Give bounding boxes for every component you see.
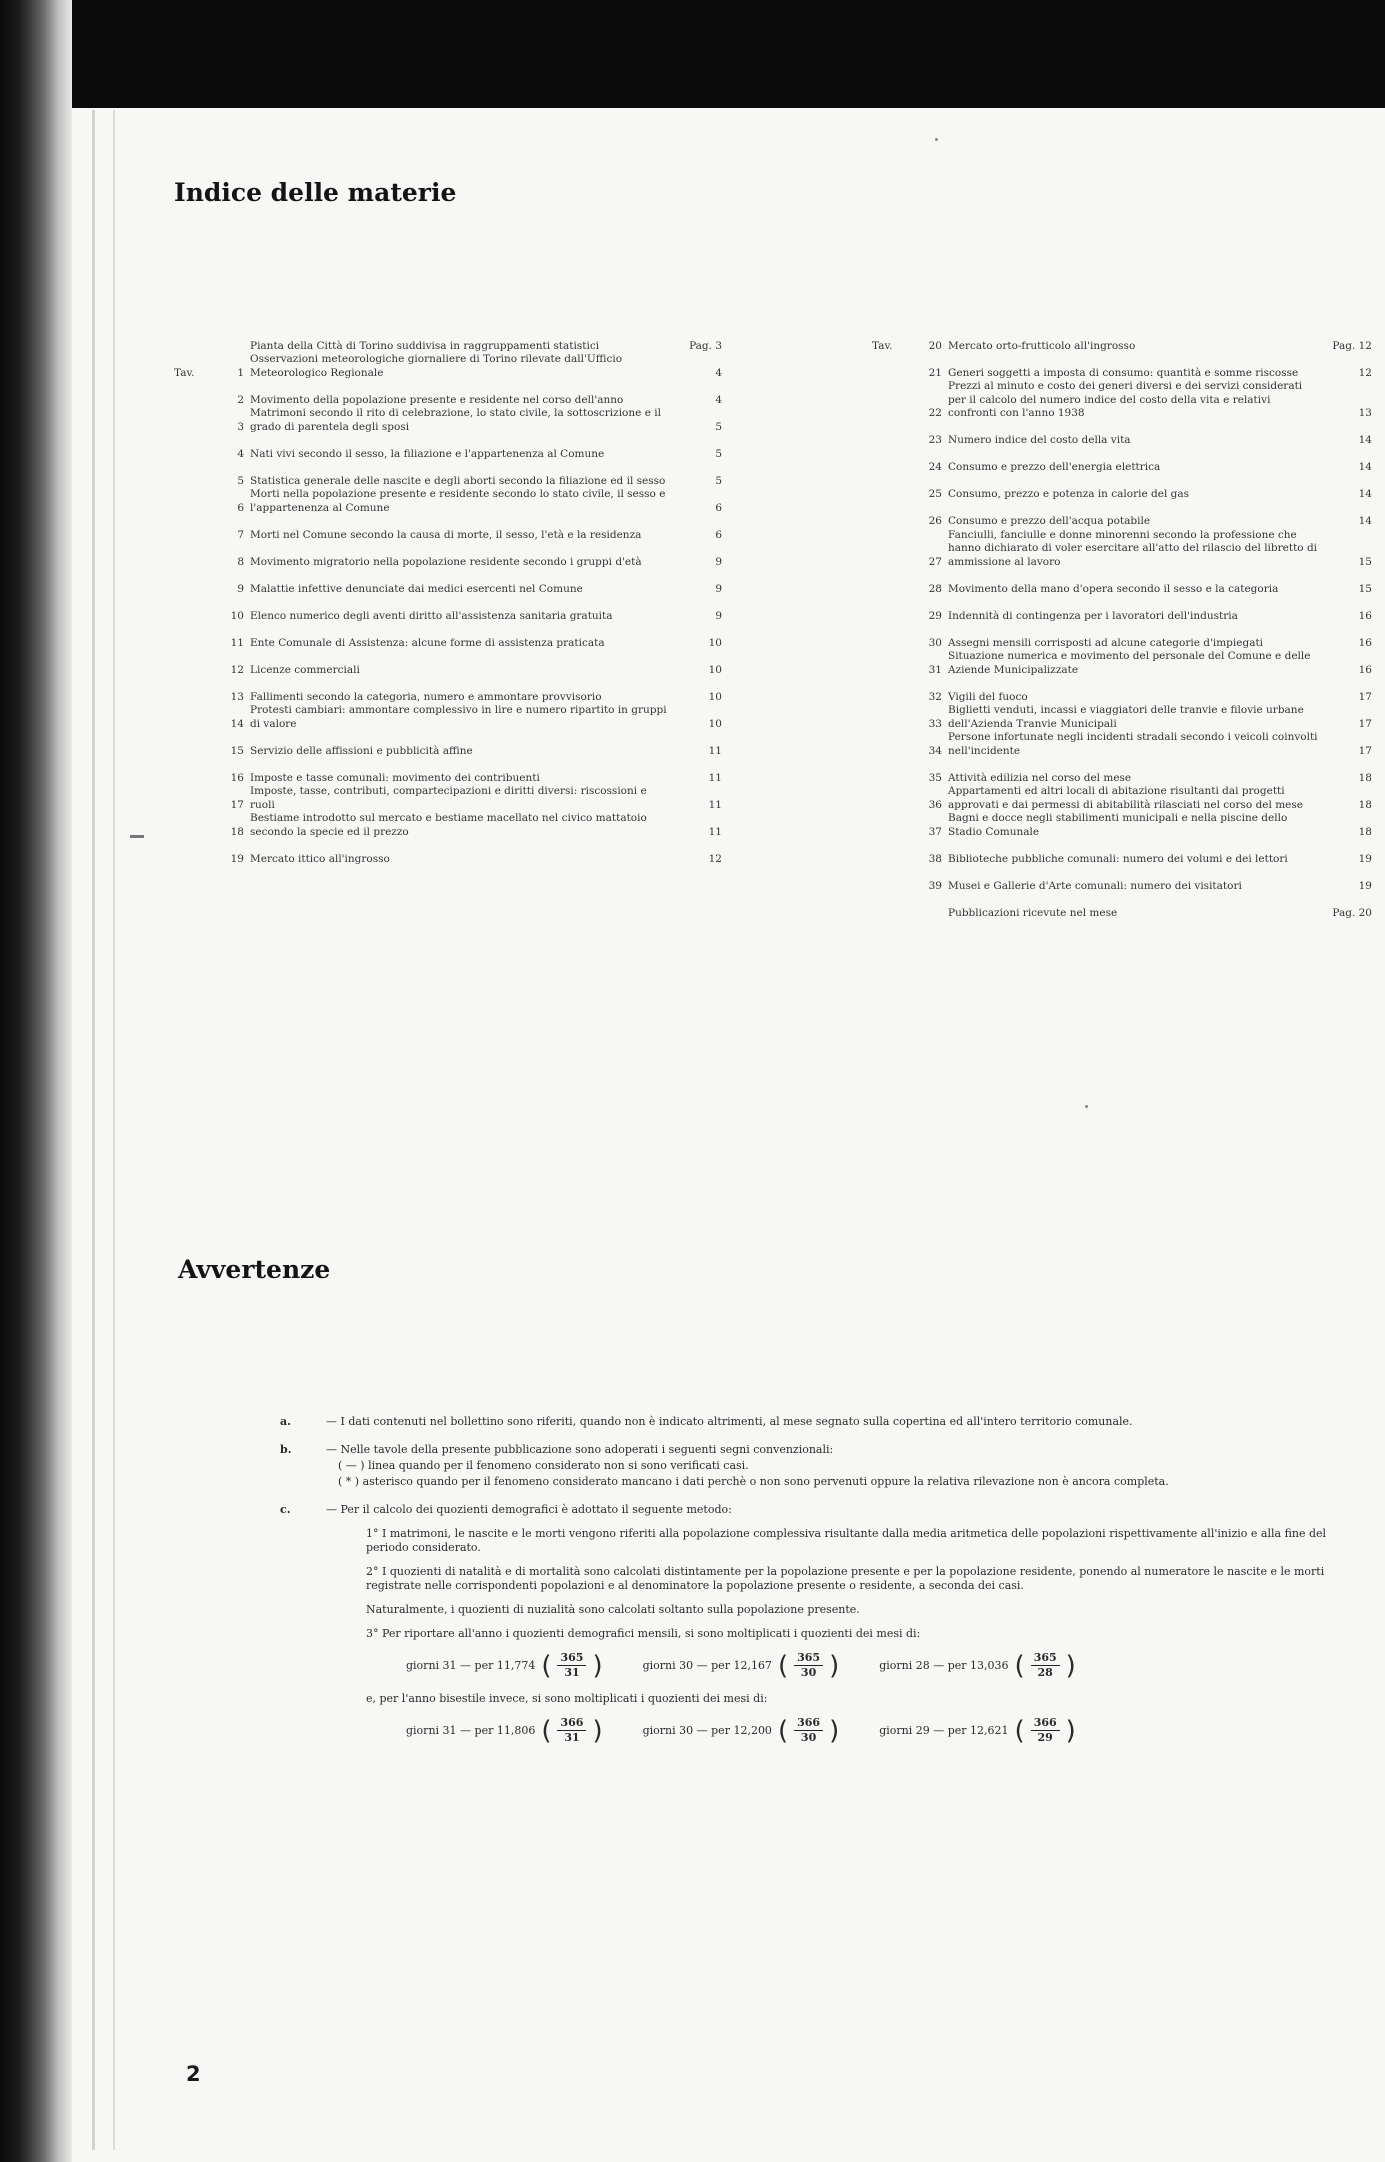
- toc-text: Licenze commerciali: [250, 663, 360, 676]
- toc-entry: [174, 326, 722, 353]
- toc-tav: Tav.: [872, 339, 893, 352]
- formula-row: [406, 1716, 1330, 1745]
- toc-number: 31: [928, 663, 942, 676]
- toc-text: Ente Comunale di Assistenza: alcune forme di assistenza praticata: [250, 636, 605, 649]
- toc-text: Bagni e docce negli stabilimenti municipali e nella piscine dello Stadio Comunale: [948, 812, 1288, 838]
- toc-page: Pag. 20: [1332, 906, 1372, 919]
- toc-entry: [872, 785, 1372, 812]
- toc-entry: [174, 569, 722, 596]
- toc-text: Matrimoni secondo il rito di celebrazione, lo stato civile, la sottoscrizione e il grado di parentela degli sposi: [250, 407, 661, 433]
- toc-entry: [174, 407, 722, 434]
- toc-text: Assegni mensili corrisposti ad alcune categorie d'impiegati: [948, 636, 1264, 649]
- toc-number: 5: [237, 474, 244, 487]
- toc-text: Situazione numerica e movimento del personale del Comune e delle Aziende Municipalizzate: [948, 650, 1311, 676]
- toc-number: 25: [928, 488, 942, 500]
- formula: [406, 1716, 603, 1745]
- toc-page: 5: [715, 447, 722, 460]
- formula-label: giorni 29 — per 12,621: [879, 1723, 1009, 1737]
- toc-number: 26: [928, 515, 942, 527]
- toc-number: 2: [237, 393, 244, 406]
- page-spine-line: [92, 110, 95, 2150]
- toc-number: 9: [237, 582, 244, 595]
- formula-row: [406, 1651, 1330, 1680]
- toc-page: 19: [1358, 879, 1372, 892]
- speck: [1085, 1105, 1088, 1108]
- toc-page: 18: [1358, 771, 1372, 784]
- note-a: [280, 1415, 1330, 1429]
- toc-entry: [872, 380, 1372, 421]
- toc-text: Musei e Gallerie d'Arte comunali: numero dei visitatori: [948, 879, 1242, 892]
- formula: [406, 1651, 603, 1680]
- toc-page: 4: [715, 366, 722, 379]
- toc-page: 6: [715, 528, 722, 541]
- toc-number: 36: [928, 798, 942, 811]
- toc-entry: [872, 650, 1372, 677]
- toc-text: Consumo e prezzo dell'energia elettrica: [948, 461, 1161, 473]
- toc-entry: [872, 475, 1372, 502]
- formula: [643, 1651, 840, 1680]
- toc-entry: [872, 596, 1372, 623]
- toc-page: 16: [1358, 636, 1372, 649]
- paren-close: ): [1065, 1715, 1076, 1746]
- toc-entry: [872, 353, 1372, 380]
- formula-label: giorni 31 — per 11,806: [406, 1723, 536, 1737]
- toc-number: 17: [230, 798, 244, 811]
- toc-text: Vigili del fuoco: [948, 690, 1028, 703]
- fraction: [794, 1651, 823, 1680]
- toc-text: Movimento della mano d'opera secondo il sesso e la categoria: [948, 582, 1279, 595]
- toc-entry: [872, 569, 1372, 596]
- toc-number: 3: [237, 420, 244, 433]
- scan-left-edge: [0, 0, 72, 2162]
- notes-section: [280, 1415, 1330, 1771]
- toc-page: 10: [708, 663, 722, 676]
- toc-text: Mercato orto-frutticolo all'ingrosso: [948, 339, 1136, 352]
- toc-text: Consumo, prezzo e potenza in calorie del gas: [948, 488, 1190, 500]
- toc-text: Morti nella popolazione presente e residente secondo lo stato civile, il sesso e l'appartenenza al Comune: [250, 488, 666, 514]
- toc-text: Biglietti venduti, incassi e viaggiatori delle tranvie e filovie urbane dell'Azienda Tranvie Municipali: [948, 704, 1304, 730]
- toc-text: Fallimenti secondo la categoria, numero e ammontare provvisorio: [250, 690, 602, 703]
- toc-entry: [174, 704, 722, 731]
- paren-close: ): [829, 1715, 840, 1746]
- toc-entry: [872, 812, 1372, 839]
- toc-page: 6: [715, 501, 722, 514]
- method-step: 2° I quozienti di natalità e di mortalità sono calcolati distintamente per la popolazione presente e per la popolazione residente, ponendo al numeratore le nascite e le morti registrate nelle corrispondenti popolazioni e al denominatore la popolazione presente o residente, a seconda dei casi.: [366, 1565, 1325, 1592]
- toc-entry: [174, 515, 722, 542]
- toc-entry: [174, 785, 722, 812]
- note-text: — Per il calcolo dei quozienti demografici è adottato il seguente metodo:: [326, 1503, 732, 1516]
- note-sub: ( — ) linea quando per il fenomeno considerato non si sono verificati casi.: [338, 1459, 749, 1472]
- toc-text: Consumo e prezzo dell'acqua potabile: [948, 515, 1151, 527]
- toc-number: 35: [928, 771, 942, 784]
- toc-entry: [872, 529, 1372, 570]
- toc-number: 32: [928, 690, 942, 703]
- notes-title: Avvertenze: [178, 1255, 331, 1284]
- toc-page: 18: [1358, 825, 1372, 838]
- note-label: c.: [280, 1503, 291, 1516]
- toc-text: Morti nel Comune secondo la causa di morte, il sesso, l'età e la residenza: [250, 528, 642, 541]
- paren-open: (: [777, 1650, 789, 1681]
- toc-entry: [872, 421, 1372, 448]
- toc-page: 19: [1358, 852, 1372, 865]
- toc-text: Fanciulli, fanciulle e donne minorenni secondo la professione che hanno dichiarato di voler esercitare all'atto del rilascio del libretto di ammissione al lavoro: [948, 528, 1318, 568]
- toc-number: 10: [230, 609, 244, 622]
- toc-number: 18: [230, 825, 244, 838]
- toc-number: 8: [237, 555, 244, 568]
- toc-number: 15: [230, 744, 244, 757]
- toc-page: 11: [708, 744, 722, 757]
- toc-number: 29: [928, 609, 942, 622]
- paren-close: ): [829, 1650, 840, 1681]
- toc-entry: [174, 461, 722, 488]
- note-label: b.: [280, 1443, 292, 1456]
- page-spine-line: [113, 110, 115, 2150]
- toc-number: 24: [928, 461, 942, 473]
- toc-text: Protesti cambiari: ammontare complessivo in lire e numero ripartito in gruppi di valore: [250, 704, 667, 730]
- toc-number: 14: [230, 717, 244, 730]
- toc-page: 12: [1358, 366, 1372, 379]
- toc-page: 5: [715, 420, 722, 433]
- toc-right-column: [872, 326, 1372, 920]
- fraction-numerator: 366: [1031, 1716, 1060, 1731]
- toc-number: 16: [230, 771, 244, 784]
- toc-number: 1: [237, 366, 244, 379]
- paren-close: ): [1065, 1650, 1076, 1681]
- toc-text: Persone infortunate negli incidenti stradali secondo i veicoli coinvolti nell'incidente: [948, 731, 1318, 757]
- toc-text: Appartamenti ed altri locali di abitazione risultanti dai progetti approvati e dai permessi di abitabilità rilasciati nel corso del mese: [948, 785, 1303, 811]
- toc-page: 16: [1358, 609, 1372, 622]
- toc-entry: [174, 677, 722, 704]
- fraction-numerator: 365: [1031, 1651, 1060, 1666]
- fraction: [794, 1716, 823, 1745]
- note-b: [280, 1443, 1330, 1489]
- toc-entry: [174, 812, 722, 839]
- toc-text: Malattie infettive denunciate dai medici esercenti nel Comune: [250, 582, 583, 595]
- toc-number: 13: [230, 690, 244, 703]
- toc-page: 10: [708, 717, 722, 730]
- toc-number: 4: [237, 447, 244, 460]
- note-label: a.: [280, 1415, 291, 1428]
- toc-entry: [872, 448, 1372, 475]
- toc-entry: [872, 731, 1372, 758]
- toc-text: Mercato ittico all'ingrosso: [250, 852, 390, 865]
- method-step: e, per l'anno bisestile invece, si sono moltiplicati i quozienti dei mesi di:: [366, 1692, 768, 1705]
- toc-text: Pianta della Città di Torino suddivisa in raggruppamenti statistici: [250, 339, 600, 352]
- toc-page: 15: [1358, 555, 1372, 568]
- formula-label: giorni 28 — per 13,036: [879, 1658, 1009, 1672]
- toc-text: Movimento migratorio nella popolazione residente secondo i gruppi d'età: [250, 555, 642, 568]
- fraction-denominator: 29: [1037, 1731, 1053, 1744]
- toc-text: Nati vivi secondo il sesso, la filiazione e l'appartenenza al Comune: [250, 447, 605, 460]
- toc-page: 14: [1358, 515, 1372, 527]
- fraction-denominator: 31: [564, 1731, 580, 1744]
- toc-page: 11: [708, 825, 722, 838]
- toc-page: 4: [715, 393, 722, 406]
- toc-number: 7: [237, 528, 244, 541]
- toc-entry: [174, 839, 722, 866]
- toc-page: 12: [708, 852, 722, 865]
- toc-text: Elenco numerico degli aventi diritto all'assistenza sanitaria gratuita: [250, 609, 613, 622]
- toc-number: 28: [928, 582, 942, 595]
- note-text: — Nelle tavole della presente pubblicazione sono adoperati i seguenti segni convenzionali:: [326, 1443, 834, 1456]
- paren-open: (: [777, 1715, 789, 1746]
- page-number: 2: [186, 2062, 201, 2086]
- fraction-denominator: 28: [1037, 1666, 1053, 1679]
- toc-page: Pag. 3: [689, 339, 722, 352]
- toc-page: 9: [715, 609, 722, 622]
- toc-text: Indennità di contingenza per i lavoratori dell'industria: [948, 609, 1238, 622]
- toc-number: 38: [928, 852, 942, 865]
- toc-text: Prezzi al minuto e costo dei generi diversi e dei servizi considerati per il calcolo del numero indice del costo della vita e relativi confronti con l'anno 1938: [948, 380, 1303, 419]
- paren-close: ): [592, 1650, 603, 1681]
- toc-text: Imposte e tasse comunali: movimento dei contribuenti: [250, 771, 540, 784]
- method-step: 1° I matrimoni, le nascite e le morti vengono riferiti alla popolazione complessiva risultante dalla media aritmetica delle popolazioni rispettivamente all'inizio e alla fine del periodo considerato.: [366, 1527, 1327, 1554]
- toc-left-column: [174, 326, 722, 866]
- toc-page: 14: [1358, 488, 1372, 500]
- fraction: [557, 1651, 586, 1680]
- toc-text: Servizio delle affissioni e pubblicità affine: [250, 744, 473, 757]
- speck: [935, 138, 938, 141]
- toc-entry: [174, 650, 722, 677]
- scan-top-border: [0, 0, 1385, 108]
- toc-page: 10: [708, 690, 722, 703]
- toc-text: Biblioteche pubbliche comunali: numero dei volumi e dei lettori: [948, 852, 1288, 865]
- method-step: Naturalmente, i quozienti di nuzialità sono calcolati soltanto sulla popolazione presente.: [366, 1603, 860, 1616]
- toc-page: 17: [1358, 744, 1372, 757]
- toc-page: 10: [708, 636, 722, 649]
- toc-page: 11: [708, 771, 722, 784]
- toc-entry: [174, 353, 722, 380]
- paren-open: (: [1014, 1715, 1025, 1746]
- fraction: [1031, 1716, 1060, 1745]
- toc-text: Attività edilizia nel corso del mese: [948, 771, 1132, 784]
- paren-open: (: [541, 1650, 552, 1681]
- toc-number: 20: [928, 339, 942, 352]
- toc-text: Pubblicazioni ricevute nel mese: [948, 906, 1118, 919]
- note-c: [280, 1503, 1330, 1757]
- toc-number: 30: [928, 636, 942, 649]
- toc-entry: [174, 488, 722, 515]
- toc-entry: [174, 542, 722, 569]
- method-step: 3° Per riportare all'anno i quozienti demografici mensili, si sono moltiplicati i quozienti dei mesi di:: [366, 1627, 921, 1640]
- margin-mark: [130, 835, 144, 838]
- toc-text: Generi soggetti a imposta di consumo: quantità e somme riscosse: [948, 366, 1299, 379]
- toc-number: 39: [928, 879, 942, 892]
- toc-entry: [872, 326, 1372, 353]
- toc-number: 27: [928, 555, 942, 568]
- toc-page: 9: [715, 582, 722, 595]
- toc-entry: [872, 502, 1372, 529]
- toc-entry: [872, 866, 1372, 893]
- toc-number: 22: [928, 407, 942, 419]
- toc-page: 14: [1358, 434, 1372, 446]
- toc-page: 11: [708, 798, 722, 811]
- toc-entry: [872, 893, 1372, 920]
- toc-number: 12: [230, 663, 244, 676]
- toc-page: 5: [715, 474, 722, 487]
- toc-entry: [174, 758, 722, 785]
- toc-entry: [174, 596, 722, 623]
- toc-page: 13: [1358, 407, 1372, 419]
- toc-text: Statistica generale delle nascite e degli aborti secondo la filiazione ed il sesso: [250, 474, 666, 487]
- formula-label: giorni 30 — per 12,200: [642, 1723, 772, 1737]
- fraction-denominator: 30: [800, 1666, 817, 1679]
- fraction-numerator: 365: [557, 1651, 586, 1666]
- fraction: [1031, 1651, 1060, 1680]
- fraction-numerator: 365: [794, 1651, 823, 1666]
- toc-entry: [872, 677, 1372, 704]
- paren-close: ): [592, 1715, 603, 1746]
- toc-entry: [174, 380, 722, 407]
- toc-entry: [872, 704, 1372, 731]
- note-text: — I dati contenuti nel bollettino sono riferiti, quando non è indicato altrimenti, al mese segnato sulla copertina ed all'intero territorio comunale.: [326, 1415, 1133, 1428]
- toc-entry: [174, 731, 722, 758]
- toc-entry: [872, 839, 1372, 866]
- fraction-denominator: 31: [564, 1666, 580, 1679]
- toc-page: 17: [1358, 717, 1372, 730]
- toc-page: Pag. 12: [1332, 339, 1372, 352]
- toc-tav: Tav.: [174, 366, 195, 379]
- toc-page: 14: [1358, 461, 1372, 473]
- toc-number: 6: [237, 501, 244, 514]
- toc-text: Imposte, tasse, contributi, compartecipazioni e diritti diversi: riscossioni e ruoli: [250, 785, 647, 811]
- toc-text: Bestiame introdotto sul mercato e bestiame macellato nel civico mattatoio secondo la specie ed il prezzo: [250, 812, 647, 838]
- toc-entry: [872, 758, 1372, 785]
- formula: [643, 1716, 840, 1745]
- toc-number: 21: [928, 366, 942, 379]
- toc-text: Numero indice del costo della vita: [948, 434, 1131, 446]
- toc-page: 15: [1358, 582, 1372, 595]
- toc-text: Osservazioni meteorologiche giornaliere di Torino rilevate dall'Ufficio Meteorologico Regionale: [250, 353, 623, 379]
- toc-page: 17: [1358, 690, 1372, 703]
- toc-entry: [174, 434, 722, 461]
- toc-text: Movimento della popolazione presente e residente nel corso dell'anno: [250, 393, 624, 406]
- fraction-numerator: 366: [557, 1716, 586, 1731]
- toc-page: 9: [715, 555, 722, 568]
- paren-open: (: [541, 1715, 552, 1746]
- paren-open: (: [1014, 1650, 1025, 1681]
- fraction-numerator: 366: [794, 1716, 823, 1731]
- toc-page: 18: [1358, 798, 1372, 811]
- toc-number: 23: [928, 434, 942, 446]
- toc-entry: [872, 623, 1372, 650]
- toc-number: 34: [928, 744, 942, 757]
- fraction-denominator: 30: [800, 1731, 817, 1744]
- formula-label: giorni 30 — per 12,167: [642, 1658, 772, 1672]
- formula: [879, 1716, 1076, 1745]
- index-title: Indice delle materie: [174, 178, 457, 207]
- toc-number: 33: [928, 717, 942, 730]
- formula: [879, 1651, 1076, 1680]
- toc-page: 16: [1358, 663, 1372, 676]
- toc-number: 11: [230, 636, 244, 649]
- note-sub: ( * ) asterisco quando per il fenomeno considerato mancano i dati perchè o non sono pervenuti oppure la relativa rilevazione non è ancora completa.: [338, 1475, 1169, 1488]
- fraction: [557, 1716, 586, 1745]
- formula-label: giorni 31 — per 11,774: [406, 1658, 536, 1672]
- toc-number: 19: [230, 852, 244, 865]
- toc-number: 37: [928, 825, 942, 838]
- toc-entry: [174, 623, 722, 650]
